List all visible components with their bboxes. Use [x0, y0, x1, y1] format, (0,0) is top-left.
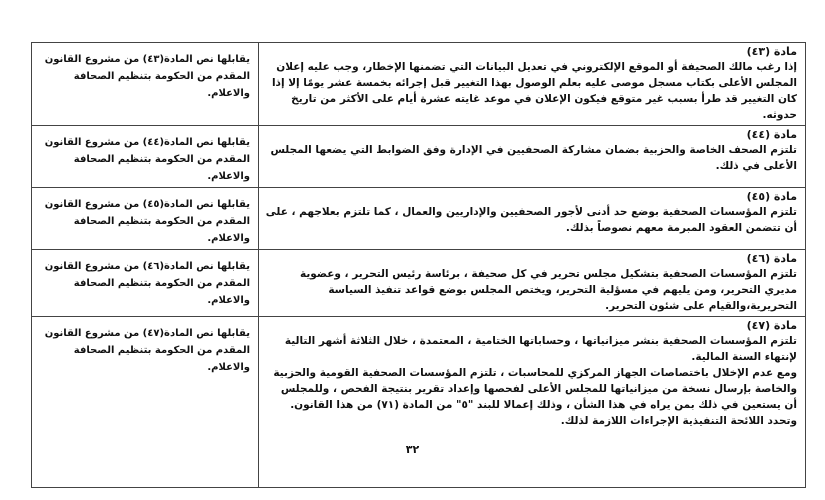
article-paragraph: إذا رغب مالك الصحيفة أو الموقع الإلكتروني في تعديل البيانات التي تضمنها الإخطار، وجب عليه إعلان المجلس الأعلى بكتاب مسجل موصى عليه بعلم الوصول بهذا التغيير قبل إجرائه بخمسة عشر يومًا إلا إذا كان التغيير قد طرأ بسبب غير متوقع فيكون الإعلان في موعد غايته عشرة أيام على الأكثر من تاريخ حدوثه. [271, 61, 797, 121]
table-row [32, 250, 806, 317]
article-body [265, 333, 797, 429]
article-body [265, 266, 797, 314]
article-cell [259, 317, 806, 488]
article-paragraph: تلتزم المؤسسات الصحفية بوضع حد أدنى لأجور الصحفيين والإداريين والعمال ، كما تلتزم بعلاجهم ، على أن تتضمن العقود المبرمة معهم نصوصاً بذلك. [265, 206, 797, 234]
note-cell: يقابلها نص المادة(٤٧) من مشروع القانون المقدم من الحكومة بتنظيم الصحافة والاعلام. [32, 317, 259, 488]
article-title: مادة (٤٧) [746, 319, 797, 332]
note-cell: يقابلها نص المادة(٤٣) من مشروع القانون المقدم من الحكومة بتنظيم الصحافة والاعلام. [32, 43, 259, 126]
article-paragraph: تلتزم المؤسسات الصحفية بنشر ميزانياتها ، وحساباتها الختامية ، المعتمدة ، خلال الثلاثة أشهر التالية لإنتهاء السنة المالية. [284, 335, 797, 363]
article-cell [259, 188, 806, 250]
note-cell: يقابلها نص المادة(٤٤) من مشروع القانون المقدم من الحكومة بتنظيم الصحافة والاعلام. [32, 126, 259, 188]
table-row [32, 126, 806, 188]
legislation-comparison-table [31, 42, 806, 488]
article-cell [259, 43, 806, 126]
article-body [265, 142, 797, 174]
article-paragraph: تلتزم الصحف الخاصة والحزبية بضمان مشاركة الصحفيين في الإدارة وفق الضوابط التي يضعها المجلس الأعلى في ذلك. [270, 144, 797, 172]
table-row [32, 317, 806, 488]
table-row [32, 188, 806, 250]
article-paragraph: تلتزم المؤسسات الصحفية بتشكيل مجلس تحرير في كل صحيفة ، برئاسة رئيس التحرير ، وعضوية مديري التحرير، ومن يليهم في مسؤلية التحرير، ويختص المجلس بوضع قواعد تنفيذ السياسة التحريرية،والقيام على شئون التحرير. [299, 268, 797, 312]
article-title: مادة (٤٤) [746, 128, 797, 141]
note-cell: يقابلها نص المادة(٤٥) من مشروع القانون المقدم من الحكومة بتنظيم الصحافة والاعلام. [32, 188, 259, 250]
article-paragraph: ومع عدم الإخلال باختصاصات الجهاز المركزي للمحاسبات ، تلتزم المؤسسات الصحفية القومية والحزبية والخاصة بإرسال نسخة من ميزانياتها للمجلس الأعلى لفحصها وإعداد تقرير بنتيجة الفحص ، وللمجلس أن يستعين في ذلك بمن يراه في هذا الشأن ، وذلك إعمالا للبند "٥" من المادة (٧١) من هذا القانون. [273, 367, 797, 411]
note-cell: يقابلها نص المادة(٤٦) من مشروع القانون المقدم من الحكومة بتنظيم الصحافة والاعلام. [32, 250, 259, 317]
article-title: مادة (٤٦) [746, 252, 797, 265]
article-body [265, 204, 797, 236]
article-title: مادة (٤٣) [746, 45, 797, 58]
article-paragraph: وتحدد اللائحة التنفيذية الإجراءات اللازمة لذلك. [560, 415, 797, 427]
article-body [265, 59, 797, 123]
page-number: ٣٢ [405, 443, 420, 456]
article-title: مادة (٤٥) [746, 190, 797, 203]
table-row [32, 43, 806, 126]
article-cell [259, 126, 806, 188]
article-cell [259, 250, 806, 317]
